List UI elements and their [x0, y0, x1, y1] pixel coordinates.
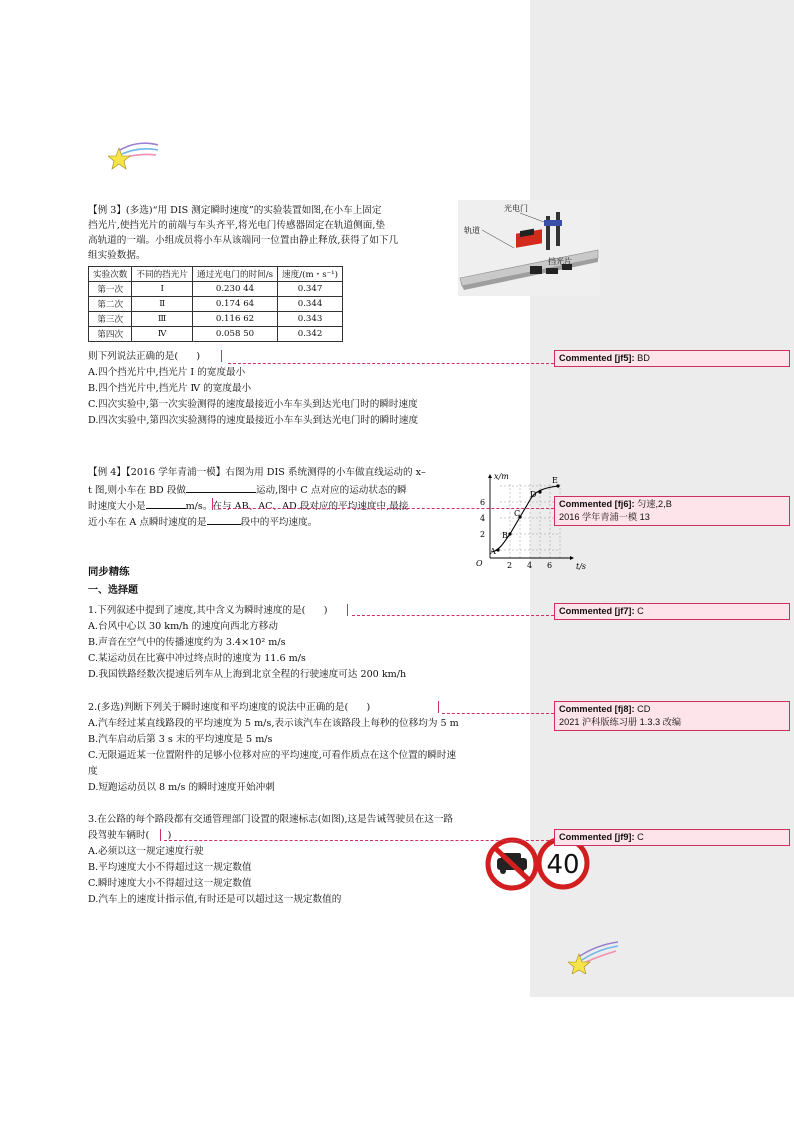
graph-xlabel: t/s [576, 562, 587, 571]
ex3-line1: 【例 3】(多选)“用 DIS 测定瞬时速度”的实验装置如图,在小车上固定 [88, 205, 382, 216]
comment-label: Commented [jf9]: [559, 832, 635, 842]
table-cell: Ⅰ [132, 282, 193, 297]
section-subtitle: 一、选择题 [88, 585, 138, 596]
q1-option-b: B.声音在空气中的传播速度约为 3.4×10² m/s [88, 637, 286, 648]
comment-text: 匀速,2,B [637, 499, 672, 509]
q1-option-a: A.台风中心以 30 km/h 的速度向西北方移动 [88, 621, 278, 632]
graph-point-b [508, 532, 511, 535]
shooting-star-icon [568, 940, 620, 974]
table-cell: 0.342 [278, 327, 343, 342]
answer-blank[interactable] [186, 482, 256, 493]
ex3-line4: 组实验数据。 [88, 250, 146, 261]
graph-xtick: 2 [507, 561, 513, 570]
q2-stem [88, 701, 370, 714]
graph-xtick: 4 [527, 561, 533, 570]
graph-ytick: 4 [480, 514, 486, 523]
table-cell: Ⅳ [132, 327, 193, 342]
table-cell: Ⅲ [132, 312, 193, 327]
ex3-option-d: D.四次实验中,第四次实验测得的速度最接近小车车头到达光电门时的瞬时速度 [88, 415, 419, 426]
comment-text: BD [637, 353, 650, 363]
comment-label: Commented [fj6]: [559, 499, 635, 509]
comment-label: Commented [fj8]: [559, 704, 635, 714]
comment-connector [218, 508, 554, 509]
table-header-row [89, 267, 343, 282]
table-header-cell: 不同的挡光片 [132, 267, 193, 282]
comment-connector [352, 615, 554, 616]
photo-label-track: 轨道 [464, 226, 480, 235]
comment-fj8[interactable] [554, 701, 790, 731]
comment-anchor[interactable] [221, 350, 222, 362]
q2-option-c: C.无限逼近某一位置附件的足够小位移对应的平均速度,可看作质点在这个位置的瞬时速 [88, 750, 457, 761]
shooting-star-icon [108, 140, 160, 174]
ex4-line4b: 段中的平均速度。 [240, 517, 318, 528]
table-cell: Ⅱ [132, 297, 193, 312]
q1-option-d: D.我国铁路经数次提速后列车从上海到北京全程的行驶速度可达 200 km/h [88, 669, 407, 680]
q2-stem-text: 2.(多选)判断下列关于瞬时速度和平均速度的说法中正确的是( [88, 702, 349, 713]
photo-label-gate: 光电门 [504, 204, 528, 213]
ex3-option-c: C.四次实验中,第一次实验测得的速度最接近小车车头到达光电门时的瞬时速度 [88, 399, 418, 410]
ex4-line2a: t 图,则小车在 BD 段做 [88, 485, 186, 496]
ex3-line2: 挡光片,使挡光片的前端与车头齐平,将光电门传感器固定在轨道侧面,垫 [88, 220, 385, 231]
ex3-question-end: ) [196, 351, 201, 362]
q3-stem-line1: 3.在公路的每个路段都有交通管理部门设置的限速标志(如图),这是告诫驾驶员在这一路 [88, 814, 454, 825]
table-cell: 0.116 62 [192, 312, 277, 327]
ex4-line4 [88, 514, 317, 529]
table-cell: 第四次 [89, 327, 132, 342]
table-header-cell: 实验次数 [89, 267, 132, 282]
speed-limit-value: 40 [546, 850, 580, 880]
comment-connector [228, 363, 554, 364]
apparatus-photo [458, 200, 600, 296]
no-overtaking-sign-icon [488, 840, 536, 888]
ex3-option-b: B.四个挡光片中,挡光片 Ⅳ 的宽度最小 [88, 383, 252, 394]
table-cell: 0.058 50 [192, 327, 277, 342]
graph-ylabel: x/m [494, 472, 509, 481]
table-cell: 第二次 [89, 297, 132, 312]
comment-jf7[interactable] [554, 603, 790, 620]
ex4-line3 [88, 498, 408, 513]
graph-point-a [496, 548, 499, 551]
q2-option-c-cont: 度 [88, 766, 98, 777]
graph-label-e: E [552, 476, 558, 485]
answer-blank[interactable] [207, 514, 241, 525]
graph-xtick: 6 [547, 561, 553, 570]
q2-option-a: A.汽车经过某直线路段的平均速度为 5 m/s,表示该汽车在该路段上每秒的位移均为 5 m [88, 718, 459, 729]
q1-stem-end: ) [323, 605, 328, 616]
q1-option-c: C.某运动员在比赛中冲过终点时的速度为 11.6 m/s [88, 653, 306, 664]
q2-option-b: B.汽车启动后第 3 s 末的平均速度是 5 m/s [88, 734, 273, 745]
comment-text: C [637, 832, 644, 842]
q2-stem-end: ) [366, 702, 371, 713]
q3-option-a: A.必须以这一规定速度行驶 [88, 846, 204, 857]
ex4-line2 [88, 482, 407, 497]
graph-ytick: 2 [480, 530, 486, 539]
table-cell: 第三次 [89, 312, 132, 327]
comment-anchor[interactable] [160, 829, 161, 841]
comment-connector [442, 713, 554, 714]
graph-point-d [538, 490, 541, 493]
ex3-question [88, 350, 200, 363]
comment-jf9[interactable] [554, 829, 790, 846]
comment-text: C [637, 606, 644, 616]
q3-stem-end: ) [167, 830, 172, 841]
q3-option-d: D.汽车上的速度计指示值,有时还是可以超过这一规定数值的 [88, 894, 342, 905]
table-cell: 0.230 44 [192, 282, 277, 297]
graph-label-c: C [514, 509, 521, 518]
ex3-question-text: 则下列说法正确的是( [88, 351, 179, 362]
q2-option-d: D.短跑运动员以 8 m/s 的瞬时速度开始冲刺 [88, 782, 275, 793]
comment-connector [164, 840, 554, 841]
table-cell: 0.344 [278, 297, 343, 312]
table-cell: 第一次 [89, 282, 132, 297]
comment-jf5[interactable] [554, 350, 790, 367]
ex4-line3b: m/s。在与 AB、AC、AD 段对应的平均速度中,最接 [185, 501, 409, 512]
comment-anchor[interactable] [212, 498, 213, 510]
comment-note: 2016 学年青浦一模 13 [559, 512, 650, 522]
answer-blank[interactable] [146, 498, 186, 509]
table-cell: 0.174 64 [192, 297, 277, 312]
comment-label: Commented [jf5]: [559, 353, 635, 363]
graph-ytick: 6 [480, 498, 486, 507]
ex4-line3a: 时速度大小是 [88, 501, 146, 512]
table-cell: 0.343 [278, 312, 343, 327]
ex3-option-a: A.四个挡光片中,挡光片 Ⅰ 的宽度最小 [88, 367, 246, 378]
section-title: 同步精练 [88, 566, 130, 578]
q1-stem [88, 604, 327, 617]
q3-option-c: C.瞬时速度大小不得超过这一规定数值 [88, 878, 252, 889]
table-row [89, 327, 343, 342]
graph-label-b: B [502, 531, 508, 540]
q3-stem-line2 [88, 829, 171, 842]
ex4-line4a: 近小车在 A 点瞬时速度的是 [88, 517, 207, 528]
comment-text: CD [637, 704, 651, 714]
comment-note: 2021 沪科版练习册 1.3.3 改编 [559, 717, 682, 727]
xt-curve [492, 486, 558, 552]
speed-limit-sign-icon [539, 839, 587, 887]
table-header-cell: 通过光电门的时间/s [192, 267, 277, 282]
table-header-cell: 速度/(m・s⁻¹) [278, 267, 343, 282]
comment-label: Commented [jf7]: [559, 606, 635, 616]
graph-origin: O [476, 559, 483, 568]
comment-anchor[interactable] [438, 701, 439, 713]
comment-fj6[interactable] [554, 496, 790, 526]
table-row [89, 312, 343, 327]
table-row [89, 282, 343, 297]
table-cell: 0.347 [278, 282, 343, 297]
graph-label-d: D [530, 490, 537, 499]
q3-option-b: B.平均速度大小不得超过这一规定数值 [88, 862, 252, 873]
table-row [89, 297, 343, 312]
ex3-line3: 高轨道的一端。小组成员将小车从该端同一位置由静止释放,获得了如下几 [88, 235, 399, 246]
comment-anchor[interactable] [347, 604, 348, 616]
ex4-line1: 【例 4】【2016 学年青浦一模】右图为用 DIS 系统测得的小车做直线运动的 x– [88, 467, 426, 478]
experiment-table [88, 266, 343, 342]
q3-stem-text: 段驾驶车辆时( [88, 830, 150, 841]
q1-stem-text: 1.下列叙述中提到了速度,其中含义为瞬时速度的是( [88, 605, 306, 616]
ex4-line2b: 运动,图中 C 点对应的运动状态的瞬 [255, 485, 407, 496]
photo-label-shutter: 挡光片 [548, 257, 572, 266]
graph-label-a: A [490, 547, 496, 556]
